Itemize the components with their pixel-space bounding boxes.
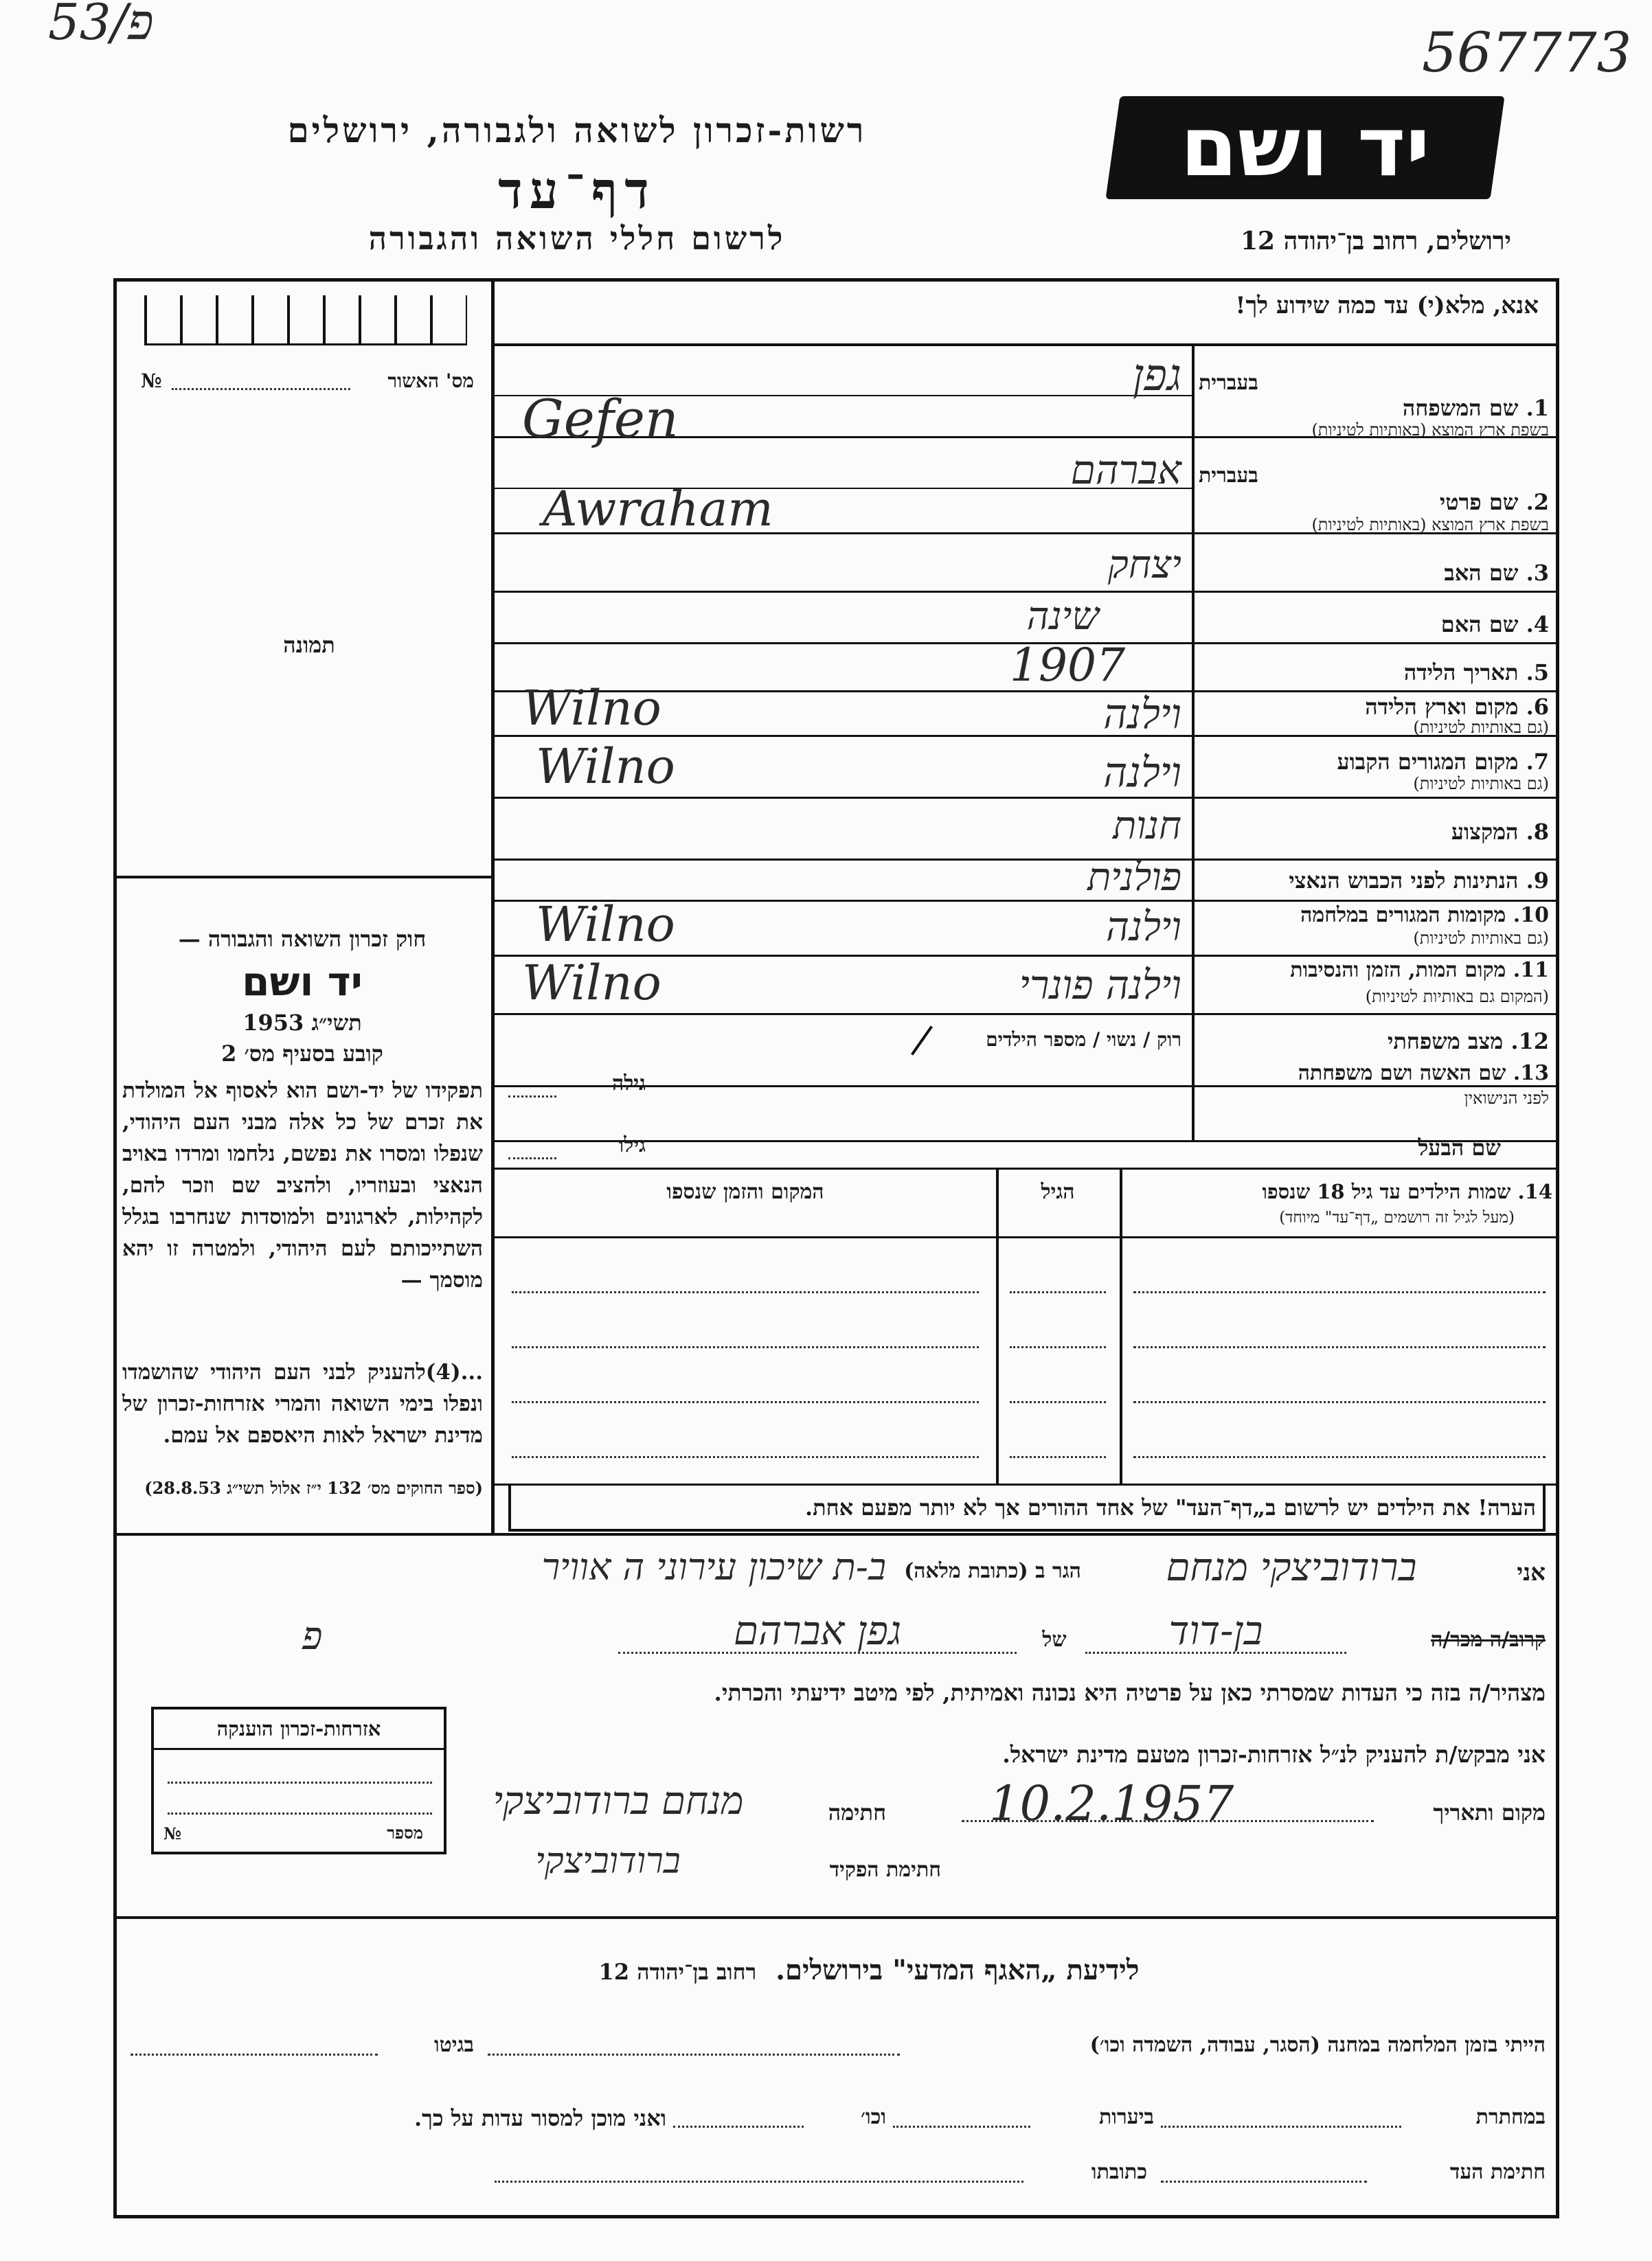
field-2-label: 2. שם פרטי [1439,489,1549,515]
field-13-label: 13. שם האשה ושם משפחתה [1298,1061,1549,1085]
citizenship-box-number-label: מספר [387,1823,423,1843]
field-3-label: 3. שם האב [1444,560,1549,586]
field-2-heb-tag: בעברית [1199,464,1258,488]
intro-instruction: אנא, מלא(י) עד כמה שידוע לך! [1235,292,1539,319]
children-sub: (מעל לגיל זה רושמים „דף־עד" מיוחד) [1279,1209,1515,1227]
field-9-label: 9. הנתינות לפני הכבוש הנאצי [1289,867,1549,894]
decl-i-label: אני [1517,1559,1546,1587]
place-date-value: 10.2.1957 [989,1775,1234,1832]
death-place-heb: וילנה פונרי [1019,962,1181,1008]
field-7-label: 7. מקום המגורים הקבוע [1337,749,1549,775]
law-text: תפקידו של יד-ושם הוא לאסוף אל המולדת את זכרם של כל אלה מבני העם היהודי, שנפלו ומסרו את נפשם, נלחמו ומרדו באויב הנאצי ובעוזריו, ולהציב שם וזכר להם, לקהילות, לארגונים ולמוסדות שנחרבו בגלל השתייכותם לעם היהודי, ולמטרה זו יהא מוסמך — [122,1078,483,1293]
footer-line-2d: ואני מוכן למסור עדות על כך. [414,2105,666,2131]
authority-name: רשות-זכרון לשואה ולגבורה, ירושלים [287,110,867,150]
birth-date: 1907 [1010,639,1125,692]
family-name-heb: גפן [1133,350,1181,401]
footer-line-3b: כתובתו [1091,2160,1147,2184]
children-place-header: המקום והזמן שנספו [666,1180,824,1204]
footer-line-2a: במחתרת [1475,2105,1546,2129]
field-8-label: 8. המקצוע [1451,819,1549,845]
citizenship-box [151,1707,446,1854]
witness-address: ב-ת שיכון עירוני ה אוויר [541,1545,886,1589]
field-2-sub: בשפת ארץ המוצא (באותיות לטיניות) [1311,515,1549,534]
first-name-latin: Awraham [543,481,773,537]
field-1-sub: בשפת ארץ המוצא (באותיות לטיניות) [1311,420,1549,440]
death-place-latin: Wilno [522,955,661,1011]
field-4-label: 4. שם האם [1440,611,1549,637]
citizenship: פולנית [1087,855,1181,900]
logo-text: יד ושם [1180,100,1430,195]
corner-record-number: 567773 [1422,21,1632,84]
decl-relation: בן-דוד [1168,1607,1263,1654]
field-1-heb-tag: בעברית [1199,371,1258,395]
witness-name: ברודוביצקי מנחם [1166,1545,1417,1590]
law-year: תשי״ג 1953 [242,1010,362,1036]
decl-relative-name: גפן אברהם [733,1607,902,1654]
signature-label: חתימה [828,1799,886,1826]
field-5-label: 5. תאריך הלידה [1403,659,1549,685]
field-10-sub: (גם באותיות לטיניות) [1413,929,1549,948]
citizenship-box-no: № [163,1823,182,1843]
law-source: (ספר החוקים מס׳ 132 י״ז אלול תשי״ג 28.8.53) [144,1478,483,1498]
field-13-sub: לפני הנישואין [1464,1089,1549,1108]
footer-line-2c: וכו׳ [861,2105,886,2129]
decl-statement: מצהיר/ה בזה כי העדות שמסרתי כאן על פרטיה היא נכונה ואמיתית, לפי מיטב ידיעתי והכרתי. [714,1679,1546,1706]
footer-line-1b: בגיטו [433,2033,474,2057]
children-age-header: הגיל [1041,1180,1075,1204]
yad-vashem-logo [1105,96,1504,199]
officer-signature-label: חתימת הפקיד [829,1858,941,1882]
marital-status: רוק / נשוי / מספר הילדים [986,1028,1181,1051]
decl-relative-label: קרוב/ה מכר/ה [1431,1628,1546,1652]
footer-line-1a: הייתי בזמן המלחמה במחנה (הסגר, עבודה, השמדה וכו׳) [1089,2033,1546,2057]
husband-age-label: גילו [618,1133,646,1157]
field-7-sub: (גם באותיות לטיניות) [1413,774,1549,793]
org-address: ירושלים, רחוב בן־יהודה 12 [1240,227,1511,255]
approval-no-sign: № [141,370,162,392]
law-title: חוק זכרון השואה והגבורה — [178,926,427,952]
citizenship-box-title: אזרחות-זכרון הוענקה [154,1709,444,1750]
birth-place-latin: Wilno [522,680,661,736]
decl-margin-mark: פ [302,1614,323,1659]
field-6-label: 6. מקום וארץ הלידה [1365,694,1549,720]
occupation: חנות [1113,804,1181,848]
approval-number-boxes [144,295,467,345]
field-11-sub: (המקום גם באותיות לטיניות) [1365,987,1549,1006]
footer-title: לידיעת „האגף המדעי" בירושלים. רחוב בן־יהודה 12 [598,1954,1140,1986]
children-note: הערה! את הילדים יש לרשום ב„דף־העד" של אחד ההורים אך לא יותר מפעם אחת. [508,1484,1546,1532]
family-name-latin: Gefen [522,388,679,449]
residence-latin: Wilno [536,738,675,795]
field-6-sub: (גם באותיות לטיניות) [1413,718,1549,737]
first-name-heb: אברהם [1070,446,1181,493]
footer-line-3a: חתימת העד [1449,2160,1546,2184]
birth-place-heb: וילנה [1103,690,1181,738]
footer-line-2b: ביערות [1098,2105,1154,2129]
officer-signature: ברודוביצקי [535,1841,681,1882]
wife-age-label: גילה [611,1071,646,1095]
photo-label: תמונה [283,632,335,658]
corner-mark-left: 53/פ [48,0,154,51]
field-1-label: 1. שם המשפחה [1402,395,1549,421]
field-12-label: 12. מצב משפחתי [1388,1028,1549,1054]
form-subtitle: לרשום חללי השואה והגבורה [368,220,786,257]
field-10-label: 10. מקומות המגורים במלחמה [1300,903,1549,927]
witness-signature: מנחם ברודוביצקי [493,1779,744,1823]
approval-label: מס' האשור [387,370,474,392]
field-husband-label: שם הבעל [1418,1135,1501,1161]
decl-request: אני מבקש/ת להעניק לנ״ל אזרחות-זכרון מטעם מדינת ישראל. [1002,1741,1546,1768]
form-title: דף־עד [498,161,656,220]
mother-name: שינה [1026,594,1099,639]
wartime-residence-latin: Wilno [536,896,675,953]
wartime-residence-heb: וילנה [1105,903,1181,950]
residence-heb: וילנה [1103,749,1181,797]
children-label: 14. שמות הילדים עד גיל 18 שנספו [1262,1180,1552,1203]
law-org: יד ושם [242,958,363,1005]
place-date-label: מקום ותאריך [1433,1799,1546,1826]
decl-of-label: של [1042,1628,1067,1652]
father-name: יצחק [1107,543,1181,587]
law-text-2: ...(4)להעניק לבני העם היהודי שהושמדו ונפלו בימי השואה והמרי אזרחות-זכרון של מדינת ישראל לאות היאספם אל עמם. [122,1360,483,1448]
field-11-label: 11. מקום המות, הזמן והנסיבות [1290,958,1549,982]
law-clause: קובע בסעיף מס׳ 2 [221,1041,383,1067]
decl-resides-label: הגר ב (כתובת מלאה) [904,1559,1081,1583]
